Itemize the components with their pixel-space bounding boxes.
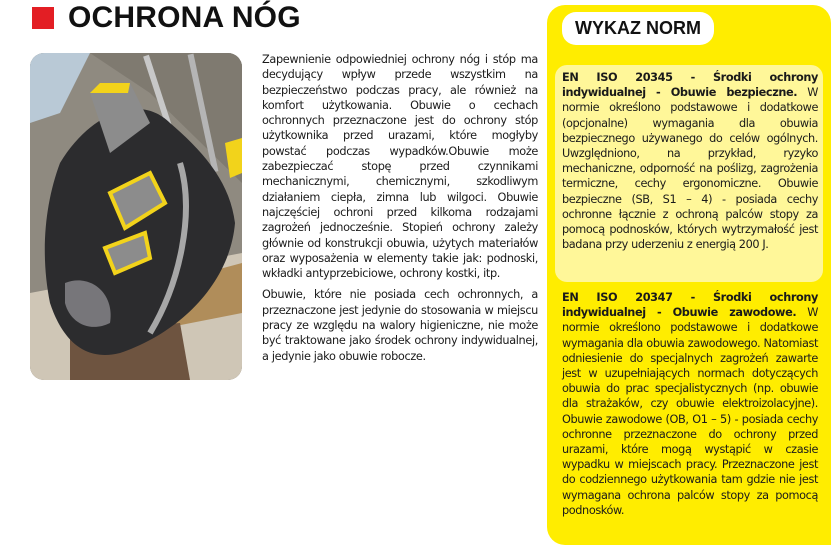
norm-en-iso-20345 [562, 70, 818, 252]
page-title: OCHRONA NÓG [68, 1, 301, 34]
norm-en-iso-20347 [562, 290, 818, 518]
norm-description: W normie określono podstawowe i dodatkowe wymagania dla obuwia zawodowego. Natomiast odniesienie do specjalnych zagrożeń zawarte jest w uzupełniających normach dotyczących obuwia do prac specjalistycznych (np. obuwie dla strażaków, czy obuwie elektroizolacyjne). Obuwie zawodowe (OB, O1 – 5) - posiada cechy ochronne przeznaczone do ochrony przed urazami, które mogą wystąpić w czasie wypadku w miejscach pracy. Przeznaczone jest do codziennego użytkowania tam gdzie nie jest wymagana ochrona palców stopy za pomocą podnosków. [562, 306, 818, 517]
paragraph-2: Obuwie, które nie posiada cech ochronnych, a przeznaczone jest jedynie do stosowania w miejscu pracy ze względu na walory higieniczne, nie może być traktowane jako środek ochrony indywidualnej, a jedynie jako obuwie robocze. [262, 288, 538, 363]
norm-description: W normie określono podstawowe i dodatkowe (opcjonalne) wymagania dla obuwia bezpiecznego używanego do celów ogólnych. Uwzględniono, na przykład, ryzyko mechaniczne, odporność na poślizg, zagrożenia termiczne, cechy ergonomiczne. Obuwie bezpieczne (SB, S1 – 4) - posiada cechy ochronne łącznie z ochroną palców stopy za pomocą podnosków, których wytrzymałość jest badana przy uderzeniu z energią 200 J. [562, 86, 818, 252]
norms-panel [547, 5, 831, 545]
red-square-marker [32, 7, 54, 29]
boot-illustration [30, 53, 242, 380]
intro-text [262, 52, 538, 370]
safety-boot-photo [30, 53, 242, 380]
norm-title: EN ISO 20347 - Środki ochrony indywidualnej - Obuwie zawodowe. [562, 291, 818, 320]
page-header [32, 2, 301, 34]
norm-title: EN ISO 20345 - Środki ochrony indywidualnej - Obuwie bezpieczne. [562, 71, 818, 100]
paragraph-1: Zapewnienie odpowiedniej ochrony nóg i stóp ma decydujący wpływ przede wszystkim na bezpieczeństwo podczas pracy, ale również na komfort użytkowania. Obuwie o cechach ochronnych przeznaczone jest do ochrony stóp użytkownika przed urazami, które mogłyby powstać podczas wypadków.Obuwie może zabezpieczać stopę przed czynnikami mechanicznymi, chemicznymi, szkodliwym działaniem ciepła, zimna lub wilgoci. Obuwie najczęściej ochroni przed kilkoma rodzajami zagrożeń jednocześnie. Stopień ochrony zależy głównie od konstrukcji obuwia, użytych materiałów oraz wyposażenia w elementy takie jak: podnoski, wkładki antyprzebiciowe, ochrony kostki, itp. [262, 53, 538, 281]
norms-heading: WYKAZ NORM [562, 12, 714, 45]
